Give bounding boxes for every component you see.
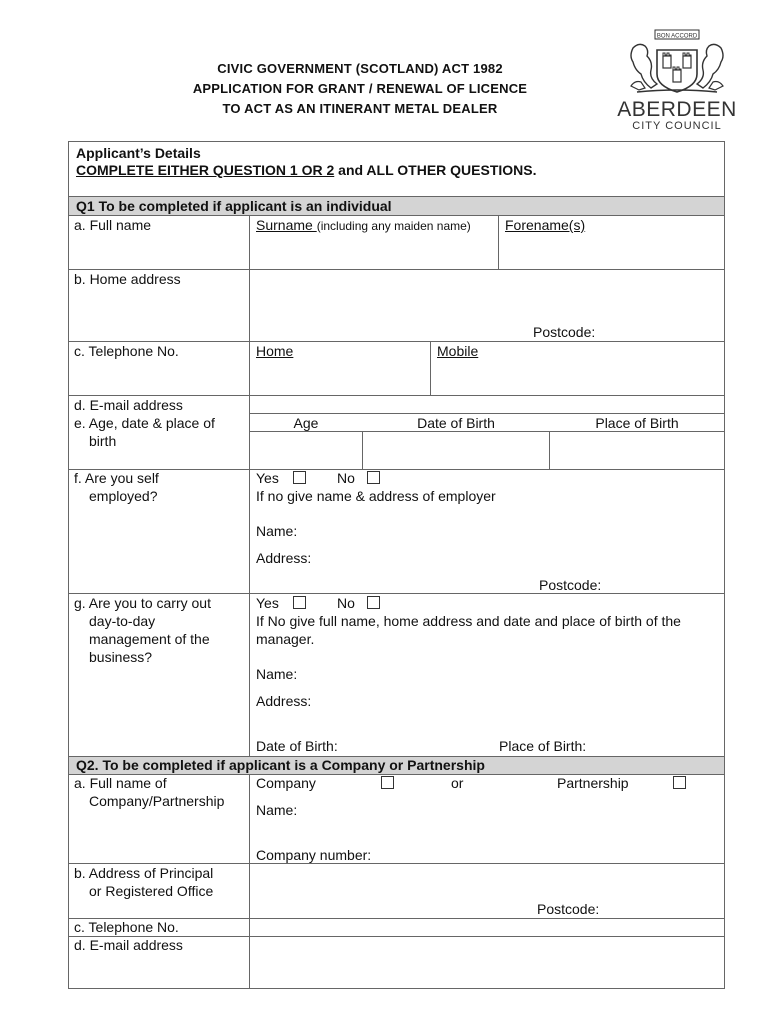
office-postcode-label: Postcode:	[537, 901, 600, 917]
form-title-line1: CIVIC GOVERNMENT (SCOTLAND) ACT 1982	[217, 61, 503, 76]
partnership-option-label: Partnership	[557, 775, 629, 791]
company-checkbox[interactable]	[381, 776, 394, 789]
q1c-label: c. Telephone No.	[74, 343, 179, 359]
self-employed-yes-checkbox[interactable]	[293, 471, 306, 484]
employer-instruction: If no give name & address of employer	[256, 488, 496, 504]
employer-address-label: Address:	[256, 550, 312, 566]
age-header: Age	[293, 415, 319, 431]
q2a-label-line1: a. Full name of	[74, 775, 167, 791]
manager-no-label: No	[337, 595, 355, 611]
q1g-label-line3: management of the	[89, 631, 210, 647]
q1g-label-line4: business?	[89, 649, 153, 665]
manager-instruction-line2: manager.	[256, 631, 315, 647]
company-name-label: Name:	[256, 802, 298, 818]
logo-motto: BON ACCORD	[656, 33, 698, 40]
q1e-label-line1: e. Age, date & place of	[74, 415, 215, 431]
q1d-label: d. E-mail address	[74, 397, 183, 413]
manager-pob-label: Place of Birth:	[499, 738, 587, 754]
home-postcode-label: Postcode:	[533, 324, 596, 340]
q2d-label: d. E-mail address	[74, 937, 183, 953]
manager-no-checkbox[interactable]	[367, 596, 380, 609]
logo-name: ABERDEEN	[617, 98, 737, 121]
manager-yes-label: Yes	[256, 595, 279, 611]
q2b-label-line1: b. Address of Principal	[74, 865, 214, 881]
self-employed-no-checkbox[interactable]	[367, 471, 380, 484]
manager-name-label: Name:	[256, 666, 298, 682]
q2-heading: Q2. To be completed if applicant is a Company or Partnership	[76, 757, 485, 773]
manager-dob-label: Date of Birth:	[256, 738, 338, 754]
q2b-label-line2: or Registered Office	[89, 883, 214, 899]
logo-council: CITY COUNCIL	[632, 120, 722, 132]
coat-of-arms-icon	[617, 28, 737, 133]
forename-label: Forename(s)	[505, 217, 586, 233]
self-employed-no-label: No	[337, 470, 355, 486]
employer-name-label: Name:	[256, 523, 298, 539]
applicants-details-heading: Applicant’s Details	[76, 145, 201, 161]
pob-header: Place of Birth	[595, 415, 679, 431]
company-option-label: Company	[256, 775, 316, 791]
company-number-label: Company number:	[256, 847, 372, 863]
employer-postcode-label: Postcode:	[539, 577, 602, 593]
q2c-label: c. Telephone No.	[74, 919, 179, 935]
or-label: or	[451, 775, 464, 791]
q2a-label-line2: Company/Partnership	[89, 793, 225, 809]
q1a-label: a. Full name	[74, 217, 152, 233]
partnership-checkbox[interactable]	[673, 776, 686, 789]
q1e-label-line2: birth	[89, 433, 117, 449]
dob-header: Date of Birth	[417, 415, 495, 431]
manager-address-label: Address:	[256, 693, 312, 709]
q1g-label-line2: day-to-day	[89, 613, 156, 629]
aberdeen-city-council-logo	[617, 28, 737, 133]
q1f-label-line1: f. Are you self	[74, 470, 159, 486]
complete-instruction: COMPLETE EITHER QUESTION 1 OR 2 and ALL OTHER QUESTIONS.	[76, 162, 537, 178]
form-title-line3: TO ACT AS AN ITINERANT METAL DEALER	[222, 101, 498, 116]
home-phone-label: Home	[256, 343, 294, 359]
q1g-label-line1: g. Are you to carry out	[74, 595, 211, 611]
q1b-label: b. Home address	[74, 271, 181, 287]
mobile-phone-label: Mobile	[437, 343, 479, 359]
q1f-label-line2: employed?	[89, 488, 158, 504]
application-form	[68, 141, 725, 989]
self-employed-yes-label: Yes	[256, 470, 279, 486]
manager-yes-checkbox[interactable]	[293, 596, 306, 609]
q1-heading: Q1 To be completed if applicant is an individual	[76, 198, 392, 214]
form-title-line2: APPLICATION FOR GRANT / RENEWAL OF LICENCE	[192, 81, 528, 96]
surname-label: Surname (including any maiden name)	[256, 217, 471, 233]
manager-instruction-line1: If No give full name, home address and date and place of birth of the	[256, 613, 681, 629]
